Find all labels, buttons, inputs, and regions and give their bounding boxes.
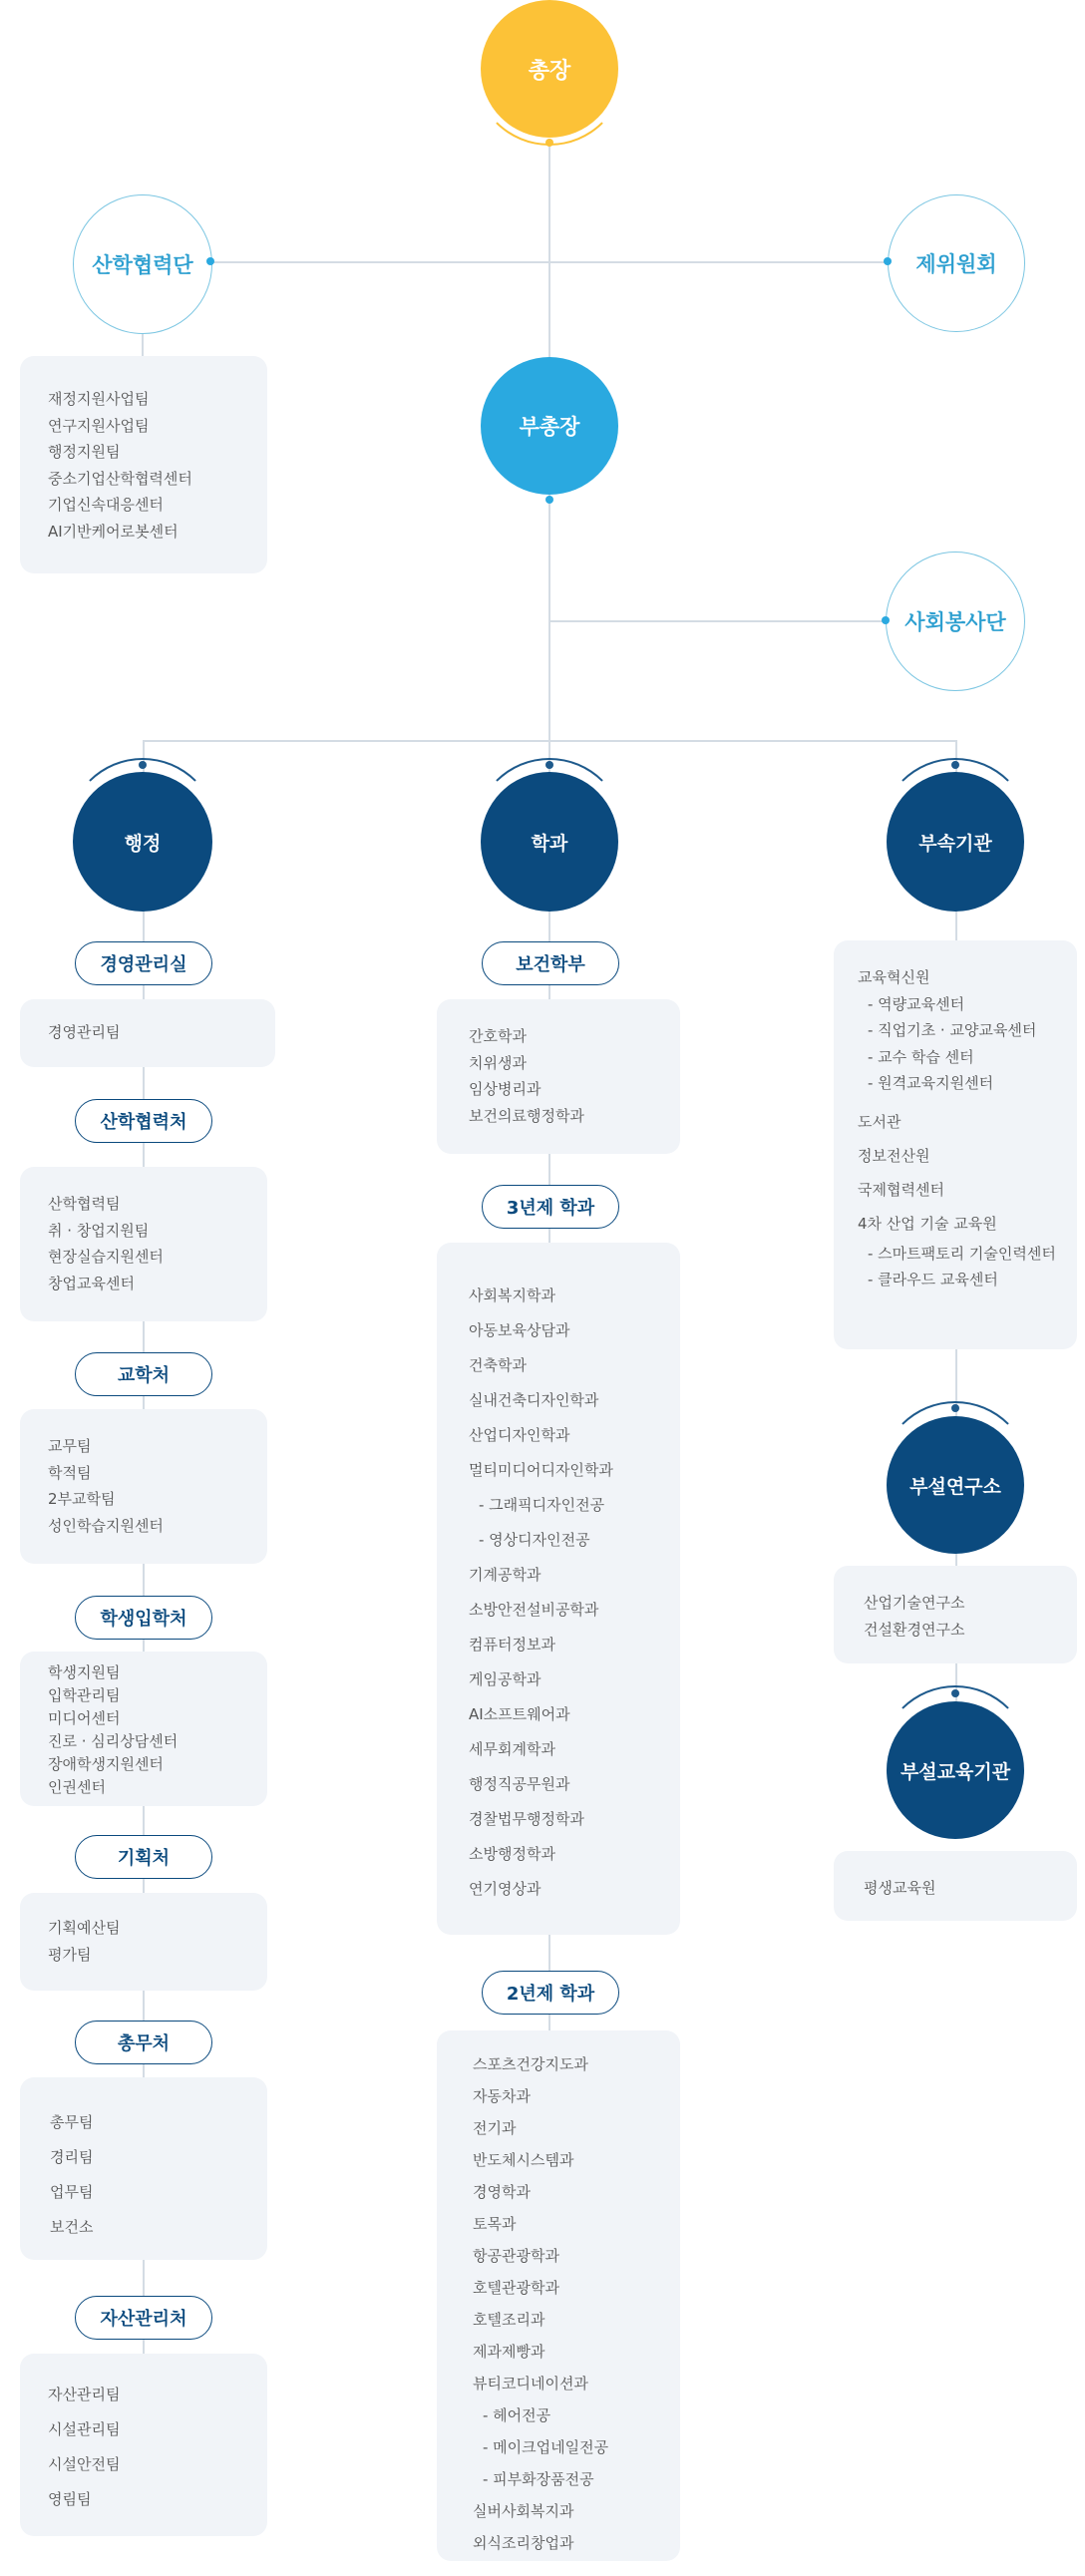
list-item: 학생지원팀 <box>48 1663 121 1681</box>
list-item: 세무회계학과 <box>469 1740 555 1758</box>
list-item: 산업기술연구소 <box>864 1594 965 1612</box>
list-item: 교무팀 <box>48 1437 92 1455</box>
list-item: 외식조리창업과 <box>473 2534 574 2552</box>
education-box <box>834 1851 1077 1921</box>
list-item: - 그래픽디자인전공 <box>479 1496 605 1514</box>
admin-unit-pill[interactable]: 총무처 <box>75 2021 212 2064</box>
list-item: 간호학과 <box>469 1027 527 1045</box>
admin-unit-box <box>20 1893 267 1991</box>
admin-unit-pill[interactable]: 자산관리처 <box>75 2296 212 2340</box>
list-item: 경리팀 <box>50 2148 94 2166</box>
list-item: 4차 산업 기술 교육원 <box>858 1214 997 1233</box>
social-connector <box>549 620 889 622</box>
admin-unit-pill[interactable]: 기획처 <box>75 1835 212 1879</box>
president-node[interactable] <box>481 0 618 138</box>
admin-dot <box>139 761 147 769</box>
social-service-node[interactable] <box>886 552 1025 691</box>
dept-label: 학과 <box>531 832 568 855</box>
industry-group-node[interactable] <box>73 194 212 334</box>
list-item: 산학협력팀 <box>48 1195 121 1213</box>
list-item: 행정지원팀 <box>48 443 121 461</box>
list-item: - 스마트팩토리 기술인력센터 <box>868 1244 1056 1263</box>
list-item: 호텔조리과 <box>473 2311 545 2329</box>
admin-unit-box <box>20 2354 267 2536</box>
list-item: 업무팀 <box>50 2183 94 2201</box>
list-item: AI소프트웨어과 <box>469 1705 570 1723</box>
president-label: 총장 <box>528 58 571 84</box>
admin-unit-pill[interactable]: 산학협력처 <box>75 1099 212 1143</box>
list-item: 기획예산팀 <box>48 1919 121 1937</box>
branch-connector <box>143 740 957 742</box>
admin-unit-pill[interactable]: 학생입학처 <box>75 1596 212 1640</box>
list-item: 항공관광학과 <box>473 2247 559 2265</box>
list-item: 임상병리과 <box>469 1080 542 1098</box>
list-item: 전기과 <box>473 2119 517 2137</box>
admin-unit-box <box>20 1409 267 1564</box>
education-label: 부설교육기관 <box>900 1760 1011 1783</box>
committee-node[interactable] <box>888 194 1025 332</box>
list-item: 시설안전팀 <box>48 2455 121 2473</box>
list-item: 반도체시스템과 <box>473 2151 574 2169</box>
list-item: - 교수 학습 센터 <box>868 1047 974 1066</box>
admin-node[interactable] <box>73 772 212 912</box>
list-item: - 영상디자인전공 <box>479 1531 590 1549</box>
list-item: 연기영상과 <box>469 1880 542 1898</box>
committee-dot <box>884 257 892 265</box>
industry-group-label: 산학협력단 <box>92 253 193 277</box>
list-item: 중소기업산학협력센터 <box>48 469 192 488</box>
education-dot <box>951 1689 959 1697</box>
dept-unit-box <box>437 2030 680 2561</box>
list-item: 입학관리팀 <box>48 1686 121 1704</box>
top-connector <box>209 261 888 263</box>
research-box <box>834 1566 1077 1663</box>
admin-unit-box <box>20 999 275 1067</box>
list-item: 기업신속대응센터 <box>48 496 164 514</box>
list-item: 장애학생지원센터 <box>48 1755 164 1773</box>
list-item: 보건의료행정학과 <box>469 1106 584 1125</box>
list-item: 건축학과 <box>469 1356 527 1374</box>
list-item: 평가팀 <box>48 1945 92 1964</box>
list-item: 취 · 창업지원팀 <box>48 1221 150 1240</box>
industry-dot <box>206 257 214 265</box>
list-item: - 헤어전공 <box>483 2406 551 2424</box>
list-item: 실내건축디자인학과 <box>469 1391 599 1409</box>
list-item: 창업교육센터 <box>48 1274 135 1292</box>
vice-president-dot <box>545 496 553 504</box>
list-item: 도서관 <box>858 1112 902 1131</box>
list-item: 학적팀 <box>48 1463 92 1482</box>
list-item: 뷰티코디네이션과 <box>473 2375 588 2392</box>
list-item: 자동차과 <box>473 2087 531 2105</box>
list-item: - 클라우드 교육센터 <box>868 1271 998 1288</box>
list-item: 컴퓨터정보과 <box>469 1636 555 1654</box>
research-node[interactable] <box>887 1416 1024 1554</box>
list-item: 아동보육상담과 <box>469 1321 570 1339</box>
dept-unit-box <box>437 999 680 1154</box>
education-node[interactable] <box>887 1701 1024 1839</box>
list-item: 총무팀 <box>50 2113 94 2131</box>
list-item: 스포츠건강지도과 <box>473 2055 588 2073</box>
list-item: 경찰법무행정학과 <box>469 1810 584 1828</box>
president-dot <box>545 139 553 147</box>
list-item: 기계공학과 <box>469 1566 542 1584</box>
list-item: 산업디자인학과 <box>469 1426 570 1444</box>
list-item: 실버사회복지과 <box>473 2502 574 2520</box>
list-item: 평생교육원 <box>864 1879 936 1897</box>
list-item: 인권센터 <box>48 1778 106 1796</box>
list-item: 시설관리팀 <box>48 2420 121 2438</box>
list-item: 진로 · 심리상담센터 <box>48 1732 179 1750</box>
list-item: 사회복지학과 <box>469 1287 555 1304</box>
dept-node[interactable] <box>481 772 618 912</box>
list-item: 치위생과 <box>469 1053 527 1072</box>
list-item: 교육혁신원 <box>858 968 930 986</box>
dept-unit-pill[interactable]: 보건학부 <box>482 941 619 985</box>
list-item: - 메이크업네일전공 <box>483 2438 609 2456</box>
list-item: 재정지원사업팀 <box>48 390 150 408</box>
list-item: 미디어센터 <box>48 1709 121 1727</box>
dept-dot <box>545 761 553 769</box>
list-item: 영림팀 <box>48 2490 92 2508</box>
industry-group-box <box>20 356 267 573</box>
committee-label: 제위원회 <box>915 252 997 276</box>
social-service-label: 사회봉사단 <box>904 610 1006 634</box>
vice-president-node[interactable] <box>481 357 618 495</box>
list-item: 호텔관광학과 <box>473 2279 559 2297</box>
list-item: 자산관리팀 <box>48 2386 121 2403</box>
list-item: 경영관리팀 <box>48 1023 121 1041</box>
affiliated-box <box>834 940 1077 1349</box>
list-item: 소방안전설비공학과 <box>469 1601 599 1619</box>
list-item: AI기반케어로봇센터 <box>48 522 179 541</box>
list-item: 경영학과 <box>473 2183 531 2201</box>
admin-unit-pill[interactable]: 교학처 <box>75 1352 212 1396</box>
list-item: - 피부화장품전공 <box>483 2470 594 2488</box>
list-item: - 역량교육센터 <box>868 994 965 1013</box>
affiliated-label: 부속기관 <box>918 832 992 855</box>
list-item: 건설환경연구소 <box>864 1620 965 1639</box>
list-item: 멀티미디어디자인학과 <box>469 1461 613 1479</box>
affiliated-dot <box>951 761 959 769</box>
list-item: 토목과 <box>473 2215 517 2233</box>
list-item: 연구지원사업팀 <box>48 416 150 435</box>
list-item: 성인학습지원센터 <box>48 1516 164 1535</box>
list-item: 정보전산원 <box>858 1146 930 1165</box>
dept-unit-pill[interactable]: 2년제 학과 <box>482 1971 619 2015</box>
research-dot <box>951 1404 959 1412</box>
admin-label: 행정 <box>124 832 162 855</box>
admin-unit-box <box>20 1652 267 1806</box>
list-item: 게임공학과 <box>469 1670 542 1688</box>
list-item: - 원격교육지원센터 <box>868 1074 994 1092</box>
admin-unit-box <box>20 1167 267 1321</box>
list-item: 2부교학팀 <box>48 1490 116 1508</box>
list-item: - 직업기초 · 교양교육센터 <box>868 1021 1037 1039</box>
affiliated-node[interactable] <box>887 772 1024 912</box>
list-item: 행정직공무원과 <box>469 1775 570 1793</box>
admin-unit-box <box>20 2077 267 2260</box>
social-dot <box>882 616 890 624</box>
admin-unit-pill[interactable]: 경영관리실 <box>75 941 212 985</box>
list-item: 소방행정학과 <box>469 1845 555 1863</box>
list-item: 보건소 <box>50 2218 94 2236</box>
vice-president-label: 부총장 <box>519 415 580 439</box>
research-label: 부설연구소 <box>909 1475 1001 1498</box>
dept-unit-pill[interactable]: 3년제 학과 <box>482 1185 619 1229</box>
list-item: 제과제빵과 <box>473 2343 545 2361</box>
list-item: 현장실습지원센터 <box>48 1248 164 1266</box>
dept-unit-box <box>437 1243 680 1935</box>
list-item: 국제협력센터 <box>858 1180 944 1199</box>
